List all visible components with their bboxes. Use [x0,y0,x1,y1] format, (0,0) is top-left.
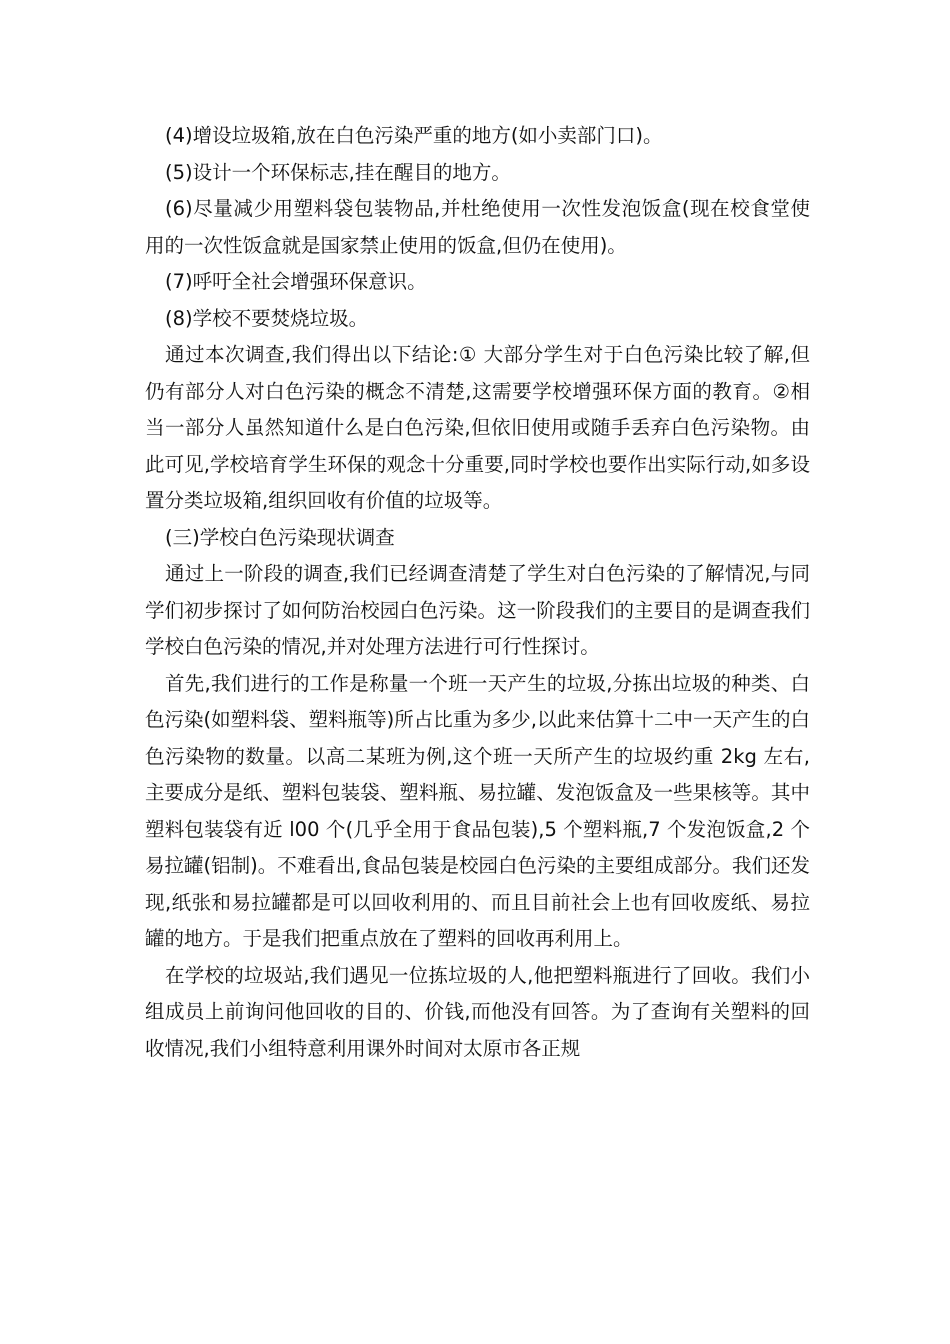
paragraph-measure-5: (5)设计一个环保标志,挂在醒目的地方。 [165,160,511,184]
paragraph-measure-8: (8)学校不要焚烧垃圾。 [165,306,369,330]
paragraph-stage-intro: 通过上一阶段的调查,我们已经调查清楚了学生对白色污染的了解情况,与同学们初步探讨了如何防治校园白色污染。这一阶段我们的主要目的是调查我们学校白色污染的情况,并对处理方法进行可行性探讨。 [145,562,810,658]
document-body [145,118,810,1067]
paragraph-measure-6: (6)尽量减少用塑料袋包装物品,并杜绝使用一次性发泡饭盒(现在校食堂使用的一次性饭盒就是国家禁止使用的饭盒,但仍在使用)。 [145,197,810,257]
paragraph-measure-7: (7)呼吁全社会增强环保意识。 [165,270,427,293]
paragraph-measure-4: (4)增设垃圾箱,放在白色污染严重的地方(如小卖部门口)。 [165,124,663,147]
paragraph-conclusion: 通过本次调查,我们得出以下结论:① 大部分学生对于白色污染比较了解,但仍有部分人对白色污染的概念不清楚,这需要学校增强环保方面的教育。②相当一部分人虽然知道什么是白色污染,但依旧使用或随手丢弃白色污染物。由此可见,学校培育学生环保的观念十分重要,同时学校也要作出实际行动,如多设置分类垃圾箱,组织回收有价值的垃圾等。 [145,343,810,512]
section-heading-3: (三)学校白色污染现状调查 [165,525,395,549]
paragraph-garbage-station: 在学校的垃圾站,我们遇见一位拣垃圾的人,他把塑料瓶进行了回收。我们小组成员上前询问他回收的目的、价钱,而他没有回答。为了查询有关塑料的回收情况,我们小组特意利用课外时间对太原市各正规 [145,963,810,1060]
paragraph-waste-weighing: 首先,我们进行的工作是称量一个班一天产生的垃圾,分拣出垃圾的种类、白色污染(如塑料袋、塑料瓶等)所占比重为多少,以此来估算十二中一天产生的白色污染物的数量。以高二某班为例,这个班一天所产生的垃圾约重 2kg 左右,主要成分是纸、塑料包装袋、塑料瓶、易拉罐、发泡饭盒及一些果核等。其中塑料包装袋有近 l00 个(几乎全用于食品包装),5 个塑料瓶,7 个发泡饭盒,2 个易拉罐(铝制)。不难看出,食品包装是校园白色污染的主要组成部分。我们还发现,纸张和易拉罐都是可以回收利用的、而且目前社会上也有回收废纸、易拉罐的地方。于是我们把重点放在了塑料的回收再利用上。 [145,671,810,950]
